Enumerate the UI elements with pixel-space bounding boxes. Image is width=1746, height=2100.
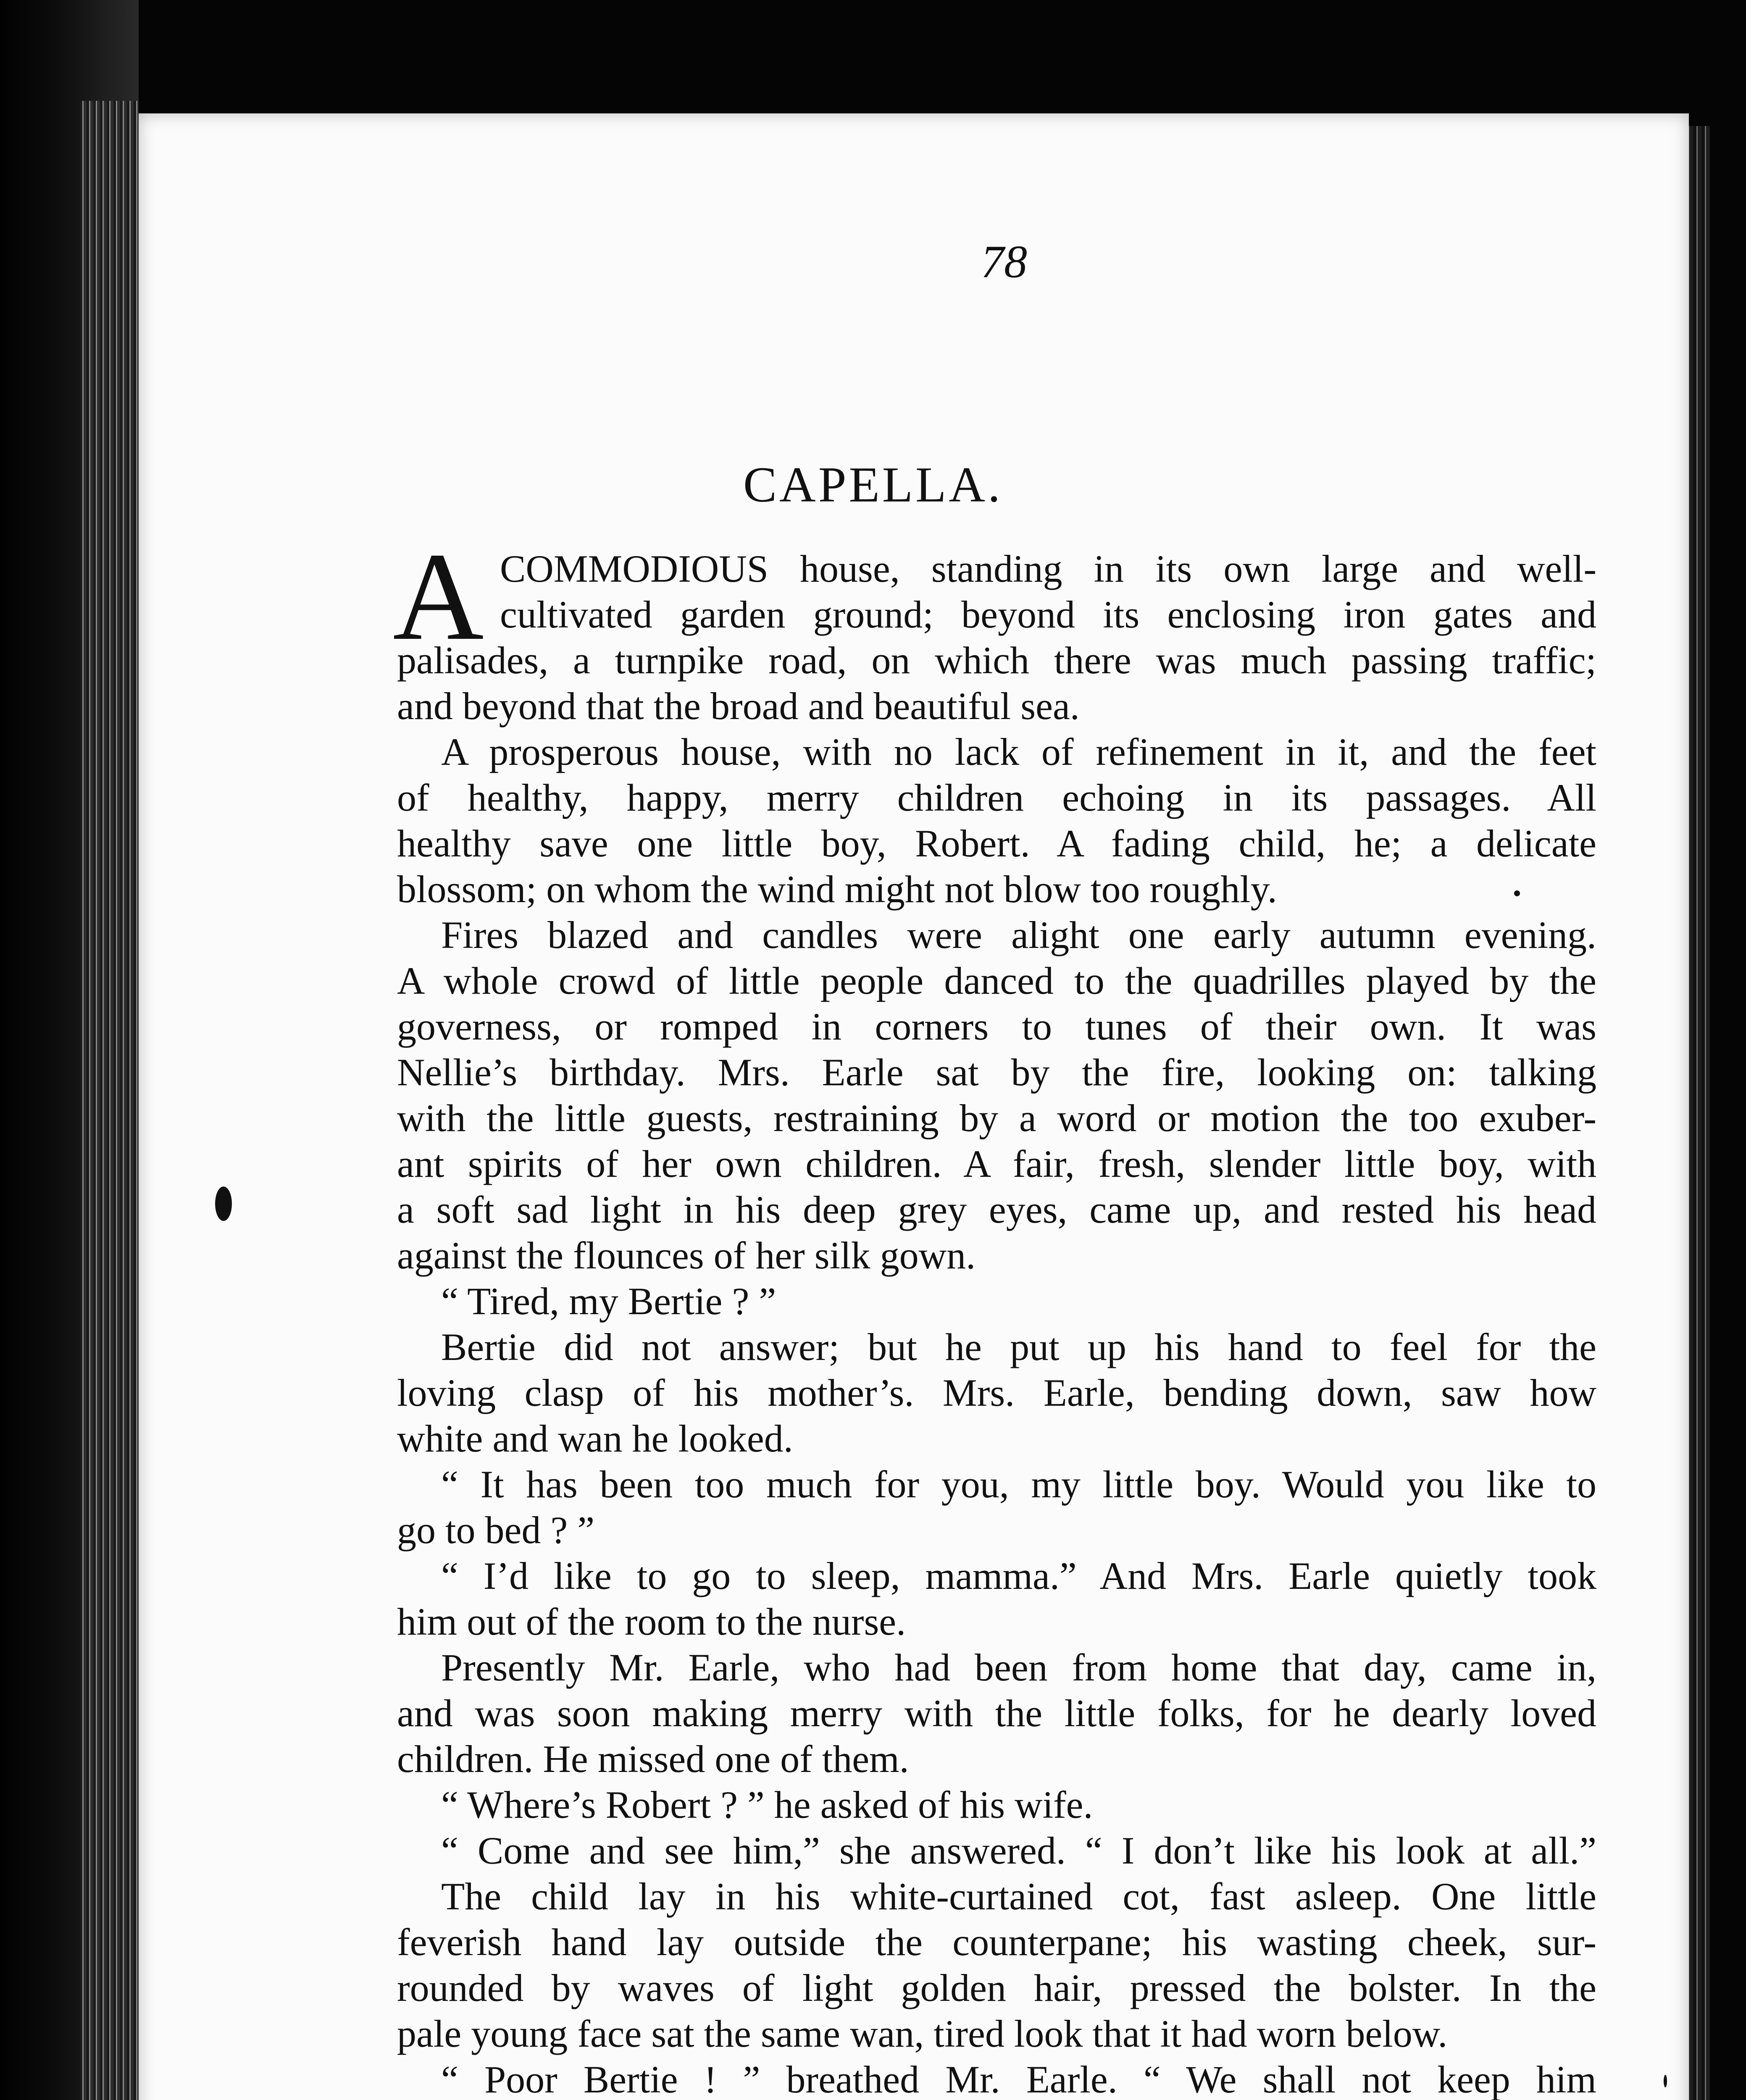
text-line: against the flounces of her silk gown.	[397, 1234, 976, 1277]
text-line: and beyond that the broad and beautiful sea.	[397, 685, 1080, 727]
dust-speck	[1664, 2075, 1667, 2087]
text-line: Presently Mr. Earle, who had been from home that day, came in,	[441, 1646, 1596, 1689]
text-line: A prosperous house, with no lack of refinement in it, and the feet	[441, 730, 1596, 773]
text-line: and was soon making merry with the little folks, for he dearly loved	[397, 1692, 1596, 1735]
text-line: a soft sad light in his deep grey eyes, came up, and rested his head	[397, 1188, 1596, 1231]
text-line: of healthy, happy, merry children echoing in its passages. All	[397, 776, 1596, 819]
text-line: healthy save one little boy, Robert. A fading child, he; a delicate	[397, 822, 1596, 865]
text-line: Bertie did not answer; but he put up his hand to feel for the	[441, 1326, 1596, 1368]
text-line: “ It has been too much for you, my little boy. Would you like to	[441, 1463, 1596, 1506]
text-line: children. He missed one of them.	[397, 1738, 909, 1780]
text-line: governess, or romped in corners to tunes of their own. It was	[397, 1005, 1596, 1048]
text-line: Fires blazed and candles were alight one early autumn evening.	[441, 914, 1596, 956]
text-line: COMMODIOUS house, standing in its own large and well-	[500, 547, 1596, 590]
text-line: with the little guests, restraining by a word or motion the too exuber-	[397, 1097, 1596, 1139]
page-stack-edge-left	[80, 101, 139, 2100]
text-line: feverish hand lay outside the counterpane; his wasting cheek, sur-	[397, 1921, 1596, 1964]
text-line: “ Where’s Robert ? ” he asked of his wife.	[441, 1783, 1093, 1826]
text-line: “ I’d like to go to sleep, mamma.” And Mrs. Earle quietly took	[441, 1554, 1596, 1597]
text-line: go to bed ? ”	[397, 1509, 595, 1551]
text-line: Nellie’s birthday. Mrs. Earle sat by the fire, looking on: talking	[397, 1051, 1596, 1094]
text-line: “ Come and see him,” she answered. “ I don’t like his look at all.”	[441, 1829, 1596, 1872]
text-line: cultivated garden ground; beyond its enclosing iron gates and	[500, 593, 1596, 636]
text-line: rounded by waves of light golden hair, pressed the bolster. In the	[397, 1966, 1596, 2009]
text-line: ant spirits of her own children. A fair, fresh, slender little boy, with	[397, 1142, 1596, 1185]
text-line: “ Poor Bertie ! ” breathed Mr. Earle. “ We shall not keep him	[441, 2058, 1596, 2100]
dust-speck	[215, 1186, 232, 1221]
text-line: A whole crowd of little people danced to the quadrilles played by the	[397, 959, 1596, 1002]
text-line: loving clasp of his mother’s. Mrs. Earle, bending down, saw how	[397, 1371, 1596, 1414]
text-line: pale young face sat the same wan, tired look that it had worn below.	[397, 2012, 1448, 2055]
text-line: “ Tired, my Bertie ? ”	[441, 1280, 776, 1323]
text-line: him out of the room to the nurse.	[397, 1600, 906, 1643]
chapter-title: CAPELLA.	[743, 457, 1003, 512]
text-line: blossom; on whom the wind might not blow too roughly.	[397, 868, 1277, 911]
text-line: The child lay in his white-curtained cot, fast asleep. One little	[441, 1875, 1596, 1918]
page-number: 78	[981, 236, 1027, 287]
text-line: palisades, a turnpike road, on which there was much passing traffic;	[397, 639, 1596, 682]
text-line: white and wan he looked.	[397, 1417, 793, 1460]
dust-speck	[1514, 890, 1520, 896]
drop-cap: A	[393, 527, 484, 666]
body-text	[393, 527, 1596, 2100]
